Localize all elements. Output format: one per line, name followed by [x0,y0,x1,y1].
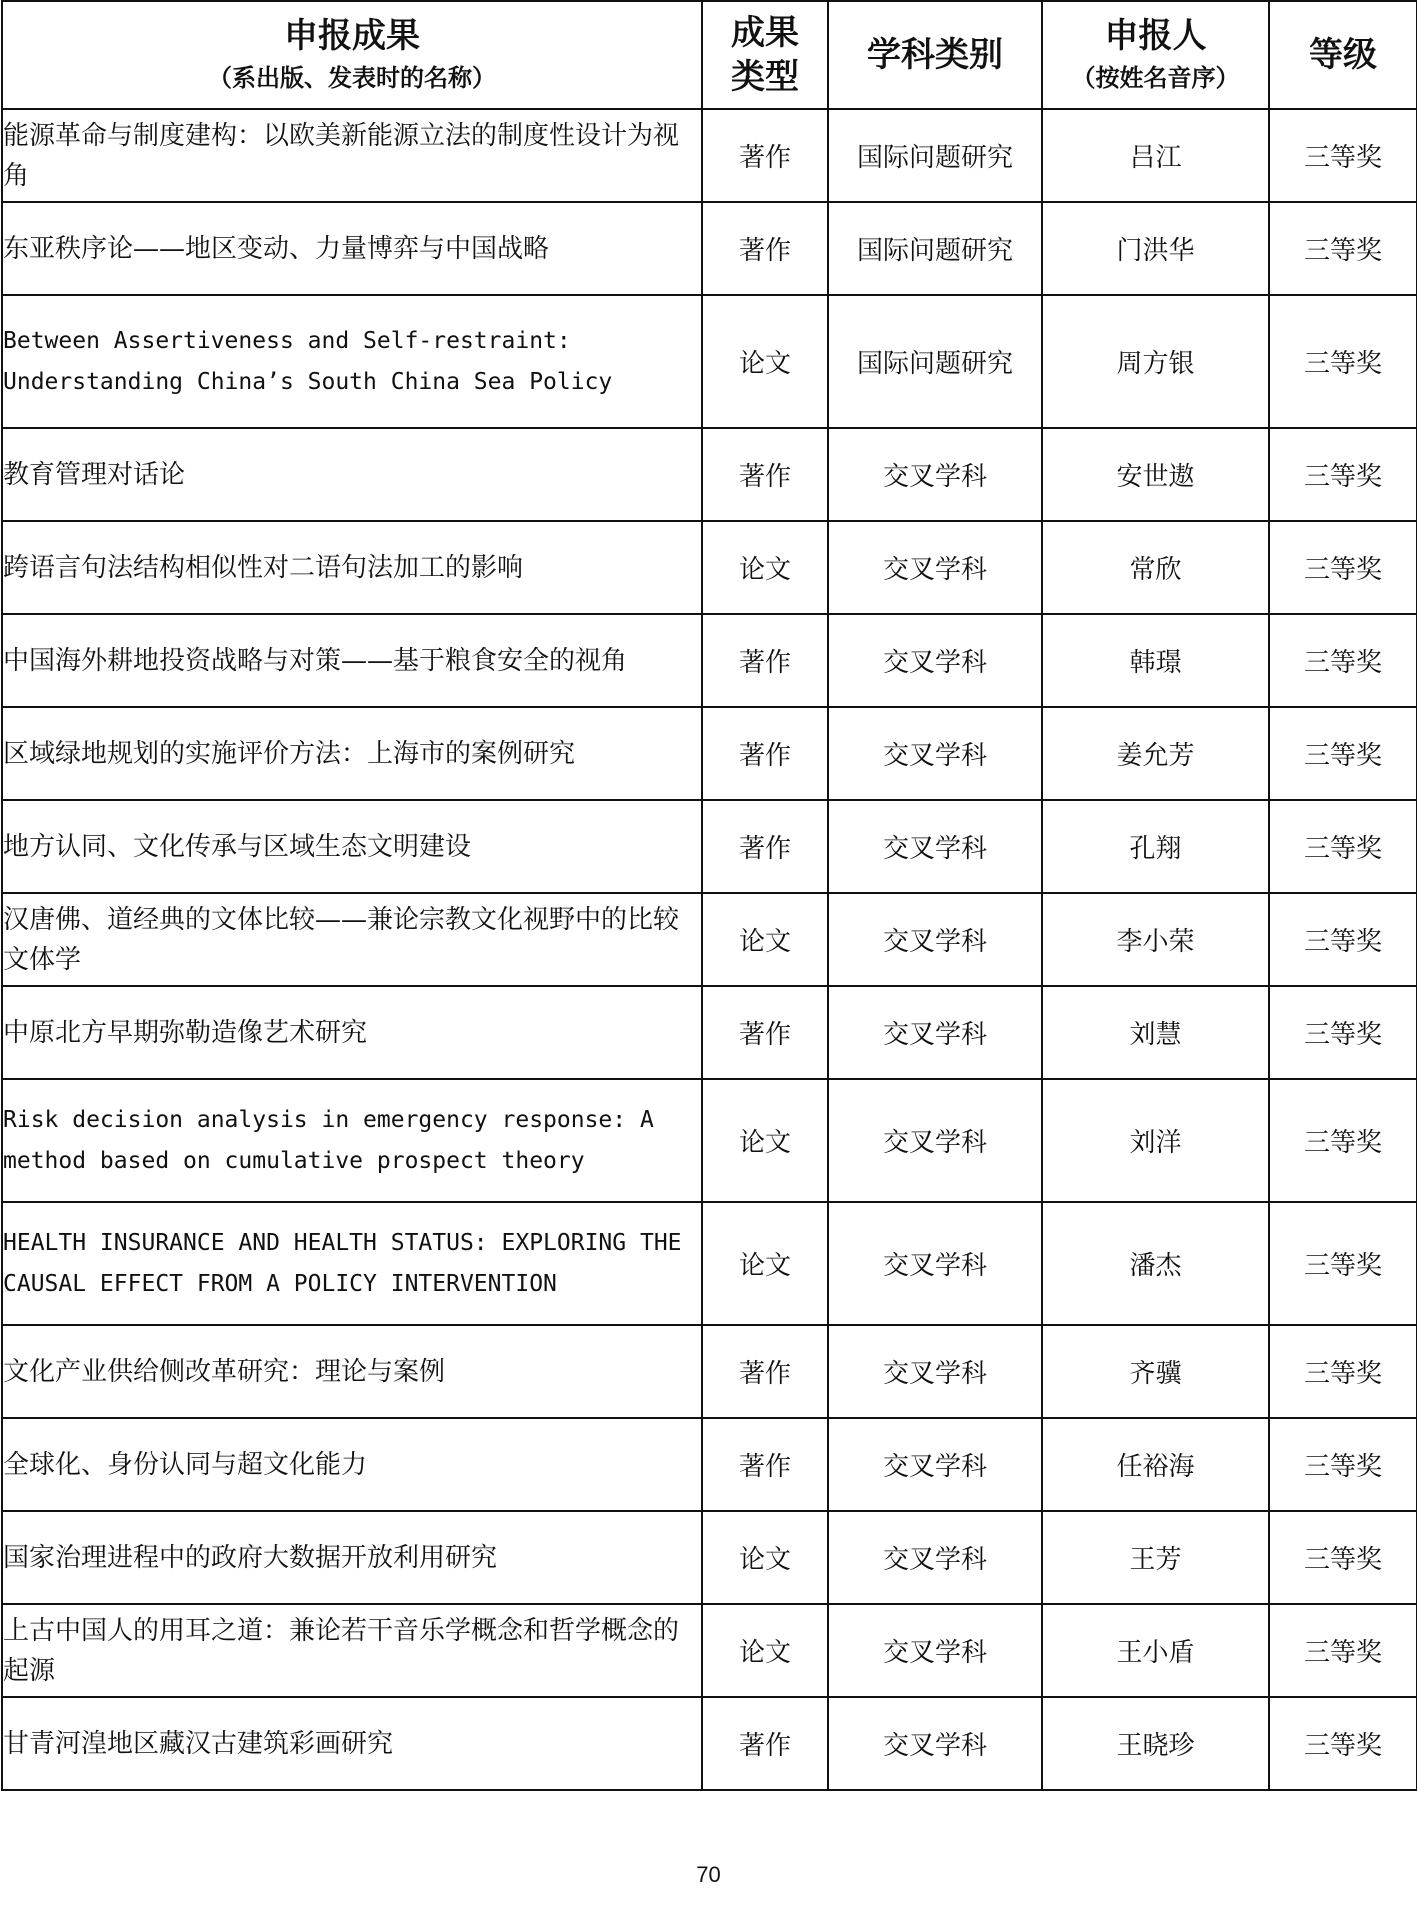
header-applicant-note: （按姓名音序） [1071,63,1240,92]
grade: 三等奖 [1269,295,1417,428]
grade: 三等奖 [1269,1697,1417,1790]
grade: 三等奖 [1269,1325,1417,1418]
achievement-type: 论文 [702,521,828,614]
discipline: 交叉学科 [828,521,1042,614]
discipline: 交叉学科 [828,1511,1042,1604]
discipline: 交叉学科 [828,893,1042,986]
achievement-type: 论文 [702,893,828,986]
achievement-type: 著作 [702,986,828,1079]
table-row [2,1604,1417,1697]
grade: 三等奖 [1269,428,1417,521]
achievement-title: 东亚秩序论——地区变动、力量博弈与中国战略 [2,202,702,295]
achievement-title: 文化产业供给侧改革研究：理论与案例 [2,1325,702,1418]
grade: 三等奖 [1269,707,1417,800]
discipline: 交叉学科 [828,707,1042,800]
header-achievement [2,1,702,109]
header-applicant [1042,1,1269,109]
grade: 三等奖 [1269,1202,1417,1325]
achievement-title: 地方认同、文化传承与区域生态文明建设 [2,800,702,893]
discipline: 交叉学科 [828,614,1042,707]
page-number: 70 [696,1862,721,1887]
achievement-title: 汉唐佛、道经典的文体比较——兼论宗教文化视野中的比较文体学 [2,893,702,986]
achievement-type: 著作 [702,1697,828,1790]
discipline: 交叉学科 [828,1604,1042,1697]
header-type [702,1,828,109]
table-row [2,1325,1417,1418]
achievement-type: 著作 [702,707,828,800]
grade: 三等奖 [1269,1604,1417,1697]
header-grade: 等级 [1269,1,1417,109]
applicant: 王晓珍 [1042,1697,1269,1790]
discipline: 交叉学科 [828,1202,1042,1325]
applicant: 韩璟 [1042,614,1269,707]
table-header-row [2,1,1417,109]
table-row [2,1511,1417,1604]
achievement-title: 全球化、身份认同与超文化能力 [2,1418,702,1511]
table-row [2,800,1417,893]
applicant: 刘慧 [1042,986,1269,1079]
discipline: 交叉学科 [828,1418,1042,1511]
achievement-title: Between Assertiveness and Self-restraint: Understanding China’s South China Sea Policy [2,295,702,428]
achievement-type: 著作 [702,428,828,521]
header-applicant-title: 申报人 [1104,16,1207,56]
achievement-type: 著作 [702,1418,828,1511]
discipline: 国际问题研究 [828,295,1042,428]
achievement-title: 上古中国人的用耳之道：兼论若干音乐学概念和哲学概念的起源 [2,1604,702,1697]
header-type-line2: 类型 [731,57,799,97]
table-row [2,986,1417,1079]
achievement-title: 甘青河湟地区藏汉古建筑彩画研究 [2,1697,702,1790]
applicant: 安世遨 [1042,428,1269,521]
grade: 三等奖 [1269,986,1417,1079]
achievement-title: 教育管理对话论 [2,428,702,521]
achievement-type: 著作 [702,1325,828,1418]
table-row [2,202,1417,295]
discipline: 国际问题研究 [828,109,1042,202]
table-row [2,109,1417,202]
achievement-title: 国家治理进程中的政府大数据开放利用研究 [2,1511,702,1604]
grade: 三等奖 [1269,893,1417,986]
achievement-title: 中原北方早期弥勒造像艺术研究 [2,986,702,1079]
applicant: 潘杰 [1042,1202,1269,1325]
table-row [2,614,1417,707]
grade: 三等奖 [1269,614,1417,707]
table-row [2,1418,1417,1511]
achievement-title: Risk decision analysis in emergency response: A method based on cumulative prospect theory [2,1079,702,1202]
table-row [2,1202,1417,1325]
achievement-type: 论文 [702,1202,828,1325]
header-achievement-title: 申报成果 [284,16,420,56]
applicant: 常欣 [1042,521,1269,614]
table-row [2,893,1417,986]
applicant: 齐骥 [1042,1325,1269,1418]
achievement-type: 论文 [702,295,828,428]
table-row [2,521,1417,614]
grade: 三等奖 [1269,202,1417,295]
achievement-type: 著作 [702,614,828,707]
applicant: 王小盾 [1042,1604,1269,1697]
achievement-title: 跨语言句法结构相似性对二语句法加工的影响 [2,521,702,614]
achievement-title: HEALTH INSURANCE AND HEALTH STATUS: EXPLORING THE CAUSAL EFFECT FROM A POLICY INTERVENTION [2,1202,702,1325]
discipline: 交叉学科 [828,1325,1042,1418]
applicant: 任裕海 [1042,1418,1269,1511]
grade: 三等奖 [1269,109,1417,202]
awards-table [1,0,1417,1791]
grade: 三等奖 [1269,1418,1417,1511]
table-row [2,707,1417,800]
achievement-type: 著作 [702,202,828,295]
achievement-type: 论文 [702,1511,828,1604]
grade: 三等奖 [1269,1511,1417,1604]
discipline: 交叉学科 [828,986,1042,1079]
grade: 三等奖 [1269,1079,1417,1202]
applicant: 吕江 [1042,109,1269,202]
grade: 三等奖 [1269,800,1417,893]
achievement-type: 论文 [702,1604,828,1697]
discipline: 交叉学科 [828,1697,1042,1790]
applicant: 李小荣 [1042,893,1269,986]
grade: 三等奖 [1269,521,1417,614]
discipline: 国际问题研究 [828,202,1042,295]
applicant: 周方银 [1042,295,1269,428]
applicant: 门洪华 [1042,202,1269,295]
applicant: 刘洋 [1042,1079,1269,1202]
table-row [2,1079,1417,1202]
header-achievement-note: （系出版、发表时的名称） [208,63,496,92]
applicant: 王芳 [1042,1511,1269,1604]
table-row [2,1697,1417,1790]
table-row [2,295,1417,428]
discipline: 交叉学科 [828,800,1042,893]
header-type-line1: 成果 [731,13,799,53]
achievement-title: 中国海外耕地投资战略与对策——基于粮食安全的视角 [2,614,702,707]
achievement-type: 著作 [702,800,828,893]
achievement-type: 著作 [702,109,828,202]
applicant: 孔翔 [1042,800,1269,893]
achievement-title: 区域绿地规划的实施评价方法：上海市的案例研究 [2,707,702,800]
achievement-type: 论文 [702,1079,828,1202]
discipline: 交叉学科 [828,428,1042,521]
discipline: 交叉学科 [828,1079,1042,1202]
table-row [2,428,1417,521]
achievement-title: 能源革命与制度建构：以欧美新能源立法的制度性设计为视角 [2,109,702,202]
applicant: 姜允芳 [1042,707,1269,800]
header-discipline: 学科类别 [828,1,1042,109]
